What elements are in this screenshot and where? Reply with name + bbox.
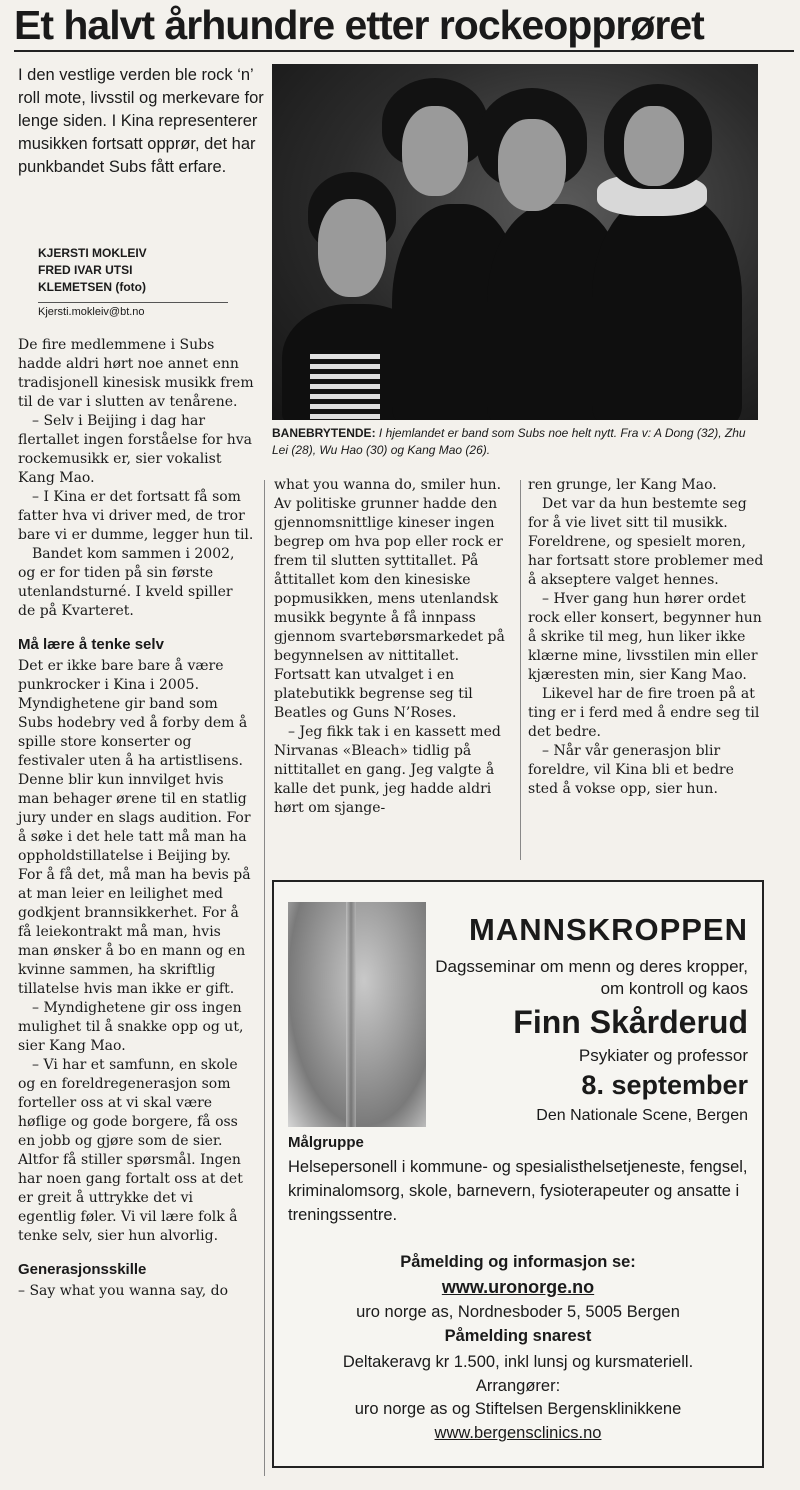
- face-2: [402, 106, 468, 196]
- paragraph: – Når vår generasjon blir foreldre, vil Kina bli et bedre sted å vokse opp, sier hun.: [528, 743, 734, 797]
- photo-caption: [272, 425, 758, 459]
- paragraph: Likevel har de fire troen på at ting er i ferd med å endre seg til det bedre.: [528, 686, 760, 740]
- article-column-1: [18, 336, 254, 1301]
- torso-photo: [288, 902, 426, 1127]
- paragraph: what you wanna do, smiler hun. Av politiske grunner hadde den gjennomsnittlige kineser ingen begrep om hva pop eller rock er frem til slutten syttitallet. På åttitallet kom den kinesiske popmusikken, mens utenlandsk musikk begynte å få innpass gjennom svartebørsmarkedet på begynnelsen av nittitallet. Fortsatt kan utvalget i en platebutikk begrense seg til Beatles og Guns N’Roses.: [274, 477, 505, 721]
- face-3: [498, 119, 566, 211]
- ad-website-wrap: [274, 1277, 762, 1298]
- paragraph: – Vi har et samfunn, en skole og en foreldregenerasjon som forteller oss at vi skal være høflige og gode borgere, få oss en jobb og gjøre som de sier. Altfor få stiller spørsmål. Ingen har noen gang fortalt oss at det er greit å uttrykke det vi egentlig føler. Vi vil lære folk å tenke selv, sier hun alvorlig.: [18, 1057, 243, 1244]
- paragraph: – Say what you wanna say, do: [18, 1283, 229, 1299]
- paragraph: Bandet kom sammen i 2002, og er for tiden på sin første utenlandsturné. I kveld spiller de på Kvarteret.: [18, 546, 235, 619]
- subheading-1: Må lære å tenke selv: [18, 636, 164, 653]
- paragraph: Det var da hun bestemte seg for å vie livet sitt til musikk. Foreldrene, og spesielt moren, har fortsatt store problemer med å akseptere valget hennes.: [528, 496, 764, 588]
- byline-author-2: FRED IVAR UTSI: [38, 263, 133, 277]
- ad-website2-wrap: [274, 1424, 762, 1443]
- byline-author-3: KLEMETSEN (foto): [38, 280, 146, 294]
- headline: Et halvt århundre etter rockeopprøret: [14, 0, 794, 52]
- band-photo: [272, 64, 758, 420]
- article-column-2: [274, 476, 514, 818]
- byline: [38, 245, 268, 307]
- paragraph: – I Kina er det fortsatt få som fatter hva vi driver med, de tror bare vi er dumme, legger hun til.: [18, 489, 254, 543]
- caption-text: I hjemlandet er band som Subs noe helt nytt. Fra v: A Dong (32), Zhu Lei (28), Wu Hao (30) og Kang Mao (26).: [272, 426, 746, 457]
- ad-speaker: Finn Skårderud: [513, 1004, 748, 1040]
- ad-description: Dagsseminar om menn og deres kropper, om kontroll og kaos: [435, 957, 748, 998]
- ad-venue: Den Nationale Scene, Bergen: [536, 1107, 748, 1124]
- paragraph: – Hver gang hun hører ordet rock eller konsert, begynner hun å skrike til meg, hun liker ikke klærne mine, livsstilen min eller kjæresten min, sier Kang Mao.: [528, 591, 762, 683]
- ad-signup-heading: Påmelding og informasjon se:: [400, 1253, 636, 1271]
- paragraph: – Myndighetene gir oss ingen mulighet til å snakke opp og ut, sier Kang Mao.: [18, 1000, 244, 1054]
- striped-shirt: [310, 354, 380, 420]
- paragraph: De fire medlemmene i Subs hadde aldri hørt noe annet enn tradisjonell kinesisk musikk frem til de var i slutten av tenårene.: [18, 337, 254, 410]
- ad-website-link[interactable]: www.uronorge.no: [441, 1277, 595, 1297]
- face-4: [624, 106, 684, 186]
- ad-title: MANNSKROPPEN: [469, 912, 748, 947]
- byline-rule: [38, 302, 228, 303]
- ad-date: 8. september: [581, 1070, 748, 1100]
- paragraph: – Jeg fikk tak i en kassett med Nirvanas «Bleach» tidlig på nittitallet en gang. Jeg valgte å kalle det punk, jeg hadde aldri hørt om sjange-: [274, 724, 501, 816]
- paragraph: – Selv i Beijing i dag har flertallet ingen forståelse for hva rockemusikk er, sier vokalist Kang Mao.: [18, 413, 252, 486]
- ad-target-heading: Målgruppe: [288, 1134, 364, 1151]
- ingress: I den vestlige verden ble rock ‘n’ roll mote, livsstil og merkevare for lenge siden. I Kina representerer musikken fortsatt opprør, det har punkbandet Subs fått erfare.: [18, 66, 264, 176]
- ad-organizers: uro norge as og Stiftelsen Bergensklinikkene: [354, 1400, 682, 1418]
- ad-website2-link[interactable]: www.bergensclinics.no: [434, 1424, 602, 1442]
- seminar-advertisement: [272, 880, 764, 1468]
- column-divider: [520, 480, 521, 860]
- ad-address: uro norge as, Nordnesboder 5, 5005 Bergen: [356, 1303, 680, 1321]
- ad-deadline: Påmelding snarest: [444, 1327, 592, 1345]
- ad-target-text: Helsepersonell i kommune- og spesialisthelsetjeneste, fengsel, kriminalomsorg, skole, barnevern, fysioterapeuter og ansatte i treningssentre.: [288, 1158, 748, 1224]
- article-column-3: [528, 476, 768, 799]
- paragraph: Det er ikke bare bare å være punkrocker i Kina i 2005. Myndighetene gir band som Subs hodebry ved å forby dem å spille store konserter og festivaler uten å ha artistlisens. Denne blir kun innvilget hvis man behager ørene til en statlig jury under en slags audition. For å søke i det hele tatt må man ha oppholdstillatelse i Beijing by. For å få det, må man ha bevis på at man leier en leilighet med godkjent brannsikkerhet. For å få leiekontrakt må man, hvis man ønsker å bo en mann og en kvinne sammen, ha skriftlig tillatelse hvis man ikke er gift.: [18, 658, 251, 997]
- figure-4: [592, 194, 742, 420]
- paragraph: ren grunge, ler Kang Mao.: [528, 477, 717, 493]
- face-1: [318, 199, 386, 297]
- subheading-2: Generasjonsskille: [18, 1261, 147, 1278]
- byline-email: Kjersti.mokleiv@bt.no: [38, 306, 145, 318]
- caption-lead: BANEBRYTENDE:: [272, 426, 376, 440]
- byline-author-1: KJERSTI MOKLEIV: [38, 246, 147, 260]
- column-divider: [264, 480, 265, 1476]
- ad-fee: Deltakeravg kr 1.500, inkl lunsj og kursmateriell.: [342, 1353, 694, 1371]
- ad-role: Psykiater og professor: [578, 1046, 748, 1065]
- ad-organizers-heading: Arrangører:: [475, 1377, 561, 1395]
